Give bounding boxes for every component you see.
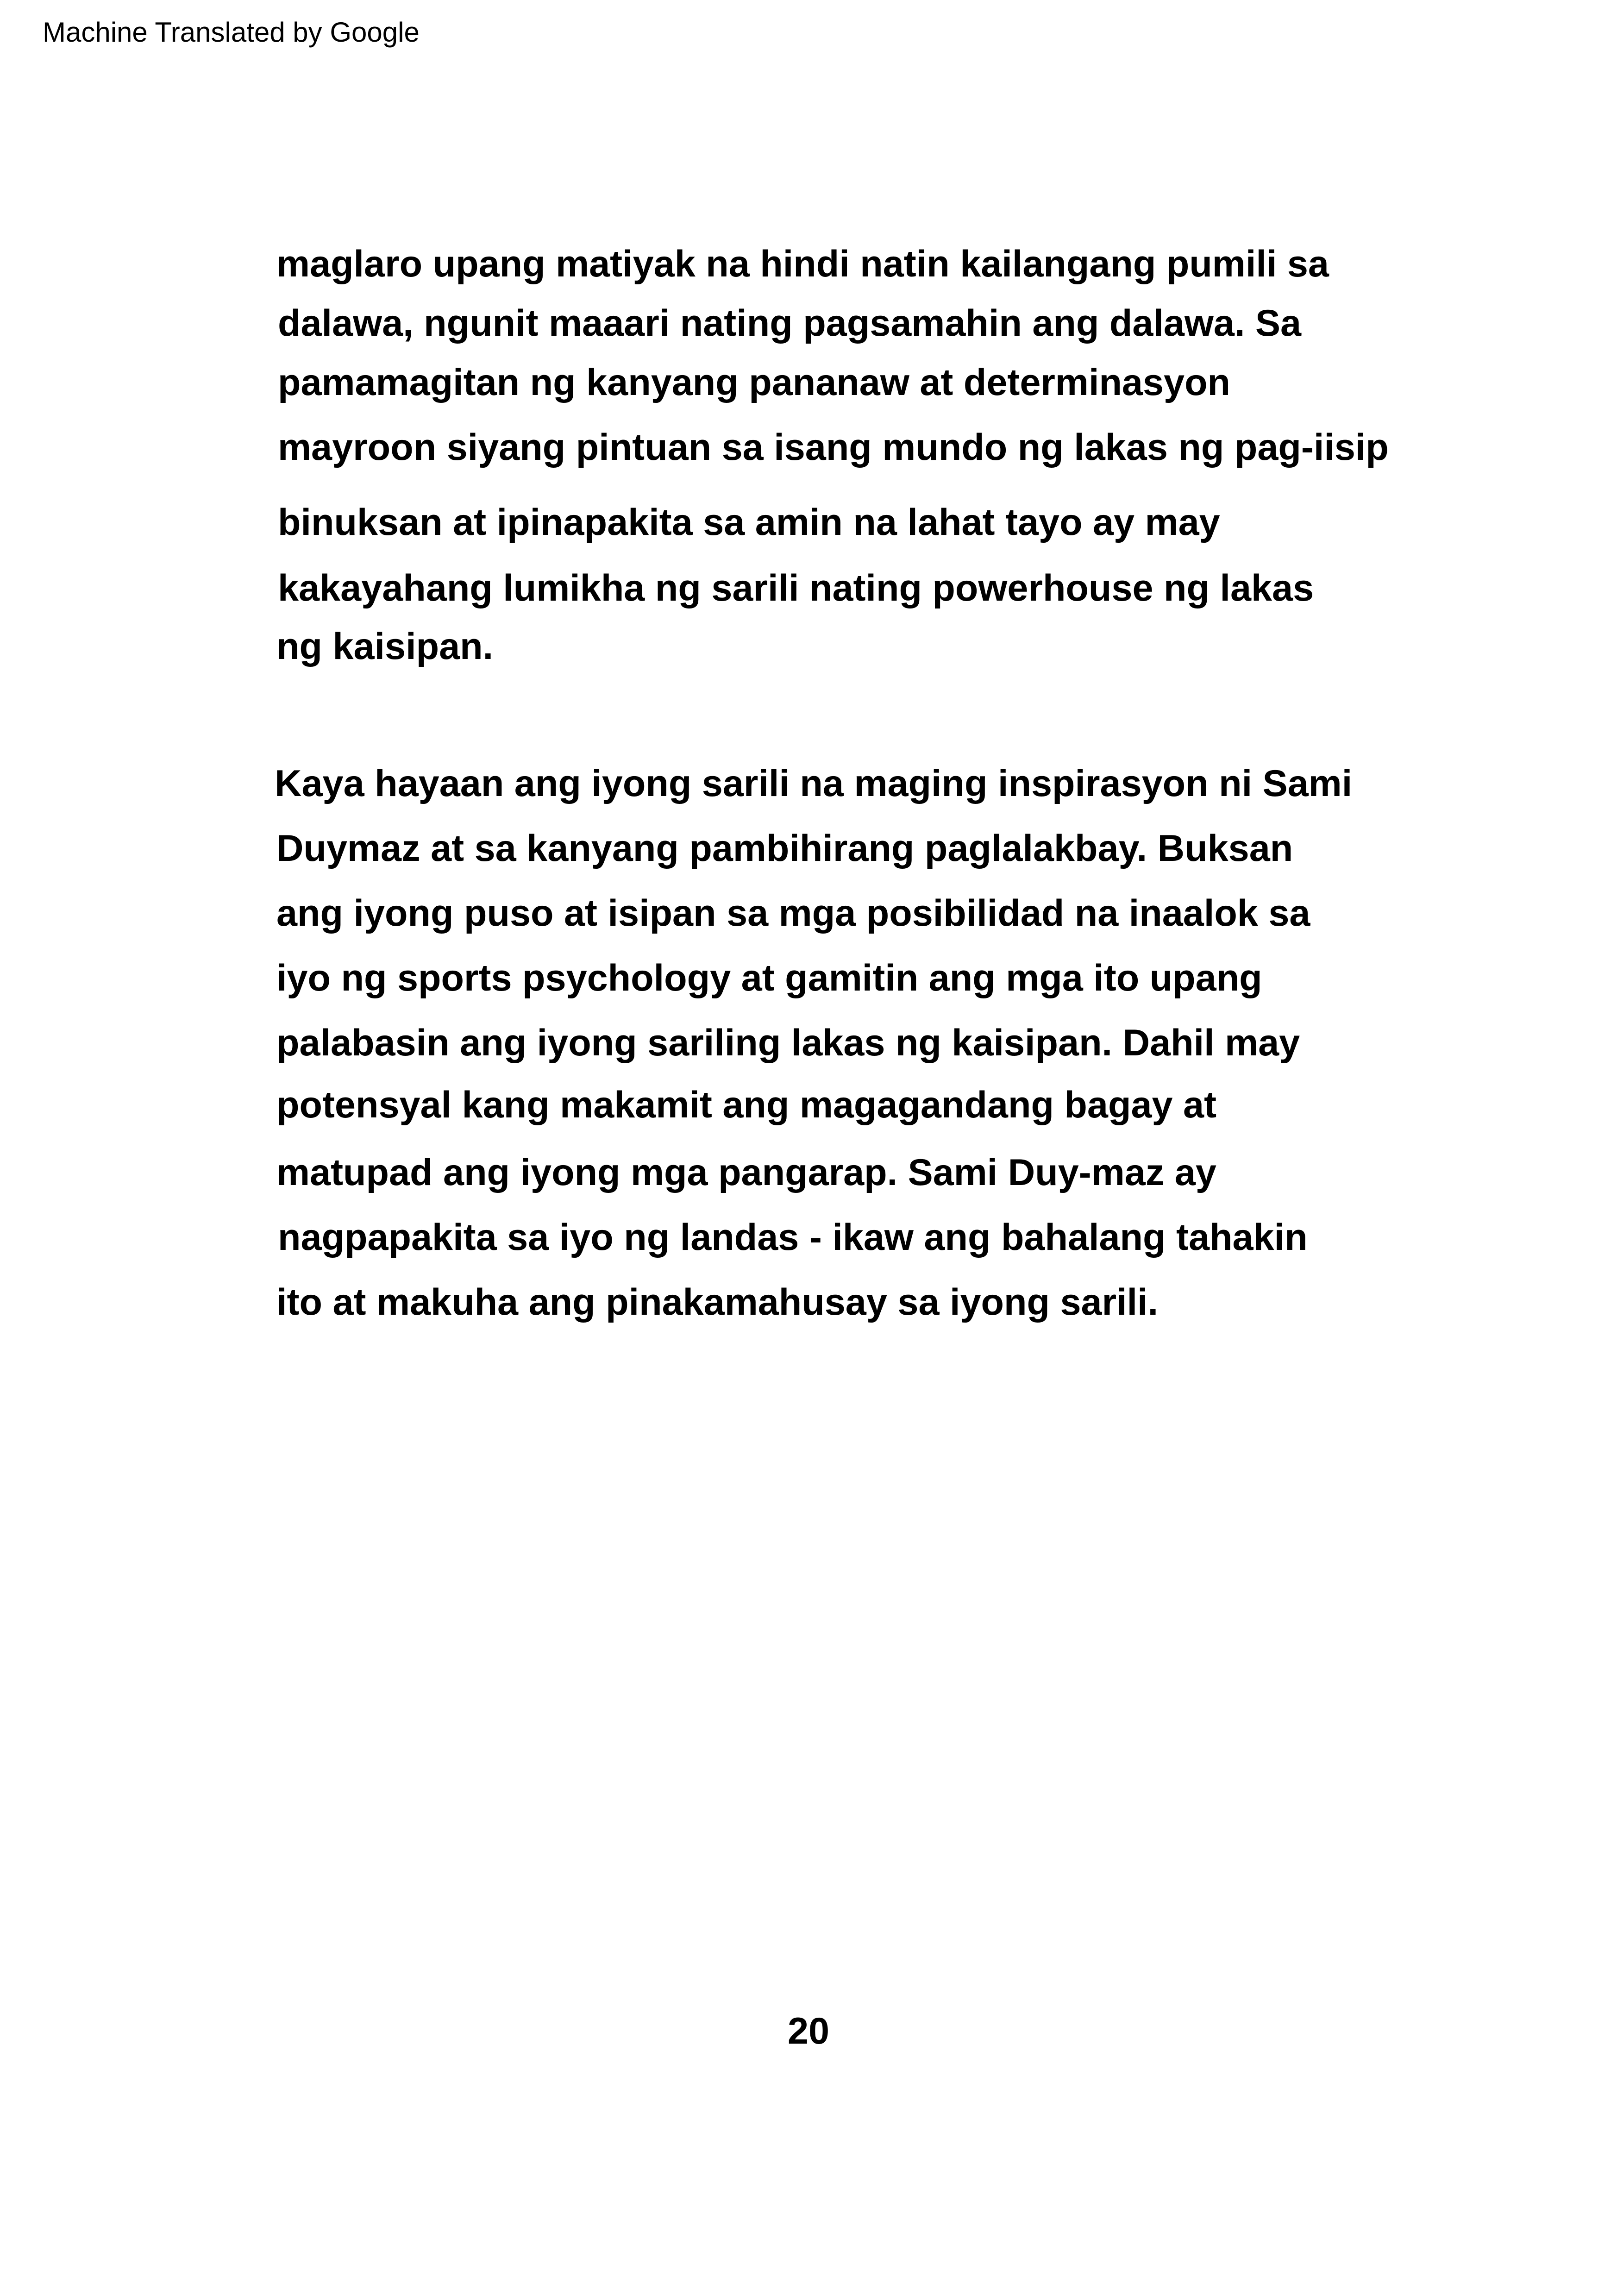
paragraph-line: palabasin ang iyong sariling lakas ng kaisipan. Dahil may xyxy=(276,1022,1300,1064)
paragraph-line: binuksan at ipinapakita sa amin na lahat tayo ay may xyxy=(278,502,1220,543)
paragraph-line: Kaya hayaan ang iyong sarili na maging inspirasyon ni Sami xyxy=(275,763,1353,804)
paragraph-line: Duymaz at sa kanyang pambihirang paglalakbay. Buksan xyxy=(276,828,1293,869)
paragraph-line: potensyal kang makamit ang magagandang bagay at xyxy=(276,1084,1217,1126)
paragraph-line: ng kaisipan. xyxy=(276,626,494,667)
paragraph-line: pamamagitan ng kanyang pananaw at determinasyon xyxy=(278,362,1231,403)
paragraph-line: matupad ang iyong mga pangarap. Sami Duy-maz ay xyxy=(276,1152,1216,1193)
paragraph-line: mayroon siyang pintuan sa isang mundo ng lakas ng pag-iisip xyxy=(278,427,1389,468)
paragraph-line: dalawa, ngunit maaari nating pagsamahin ang dalawa. Sa xyxy=(278,302,1302,344)
page-number: 20 xyxy=(787,2010,830,2052)
paragraph-line: nagpapakita sa iyo ng landas - ikaw ang bahalang tahakin xyxy=(278,1217,1308,1258)
paragraph-line: kakayahang lumikha ng sarili nating powerhouse ng lakas xyxy=(278,567,1314,609)
paragraph-line: maglaro upang matiyak na hindi natin kailangang pumili sa xyxy=(276,243,1329,285)
machine-translation-note: Machine Translated by Google xyxy=(43,17,420,48)
paragraph-line: ito at makuha ang pinakamahusay sa iyong sarili. xyxy=(276,1281,1159,1323)
paragraph-line: ang iyong puso at isipan sa mga posibilidad na inaalok sa xyxy=(276,892,1310,934)
paragraph-line: iyo ng sports psychology at gamitin ang mga ito upang xyxy=(276,957,1262,999)
